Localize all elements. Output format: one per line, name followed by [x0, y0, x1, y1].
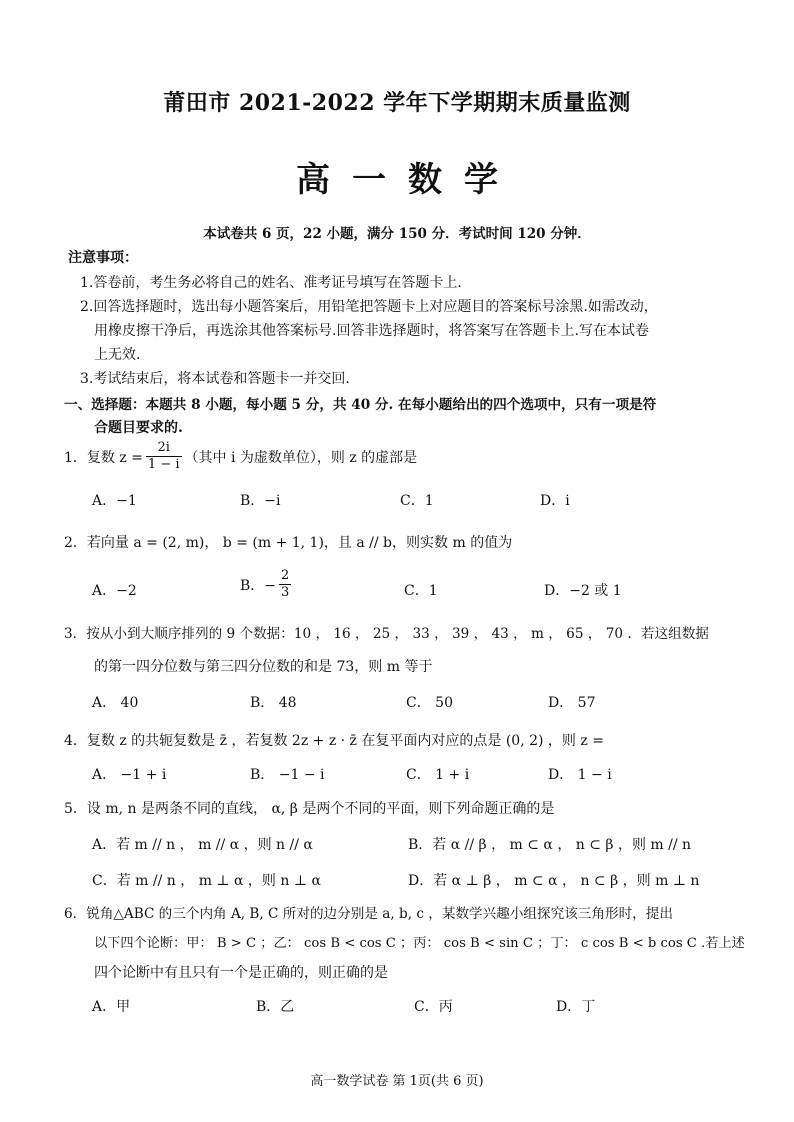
question-3-cont: 的第一四分位数与第三四分位数的和是 73，则 m 等于 [94, 659, 433, 675]
q5-option-c[interactable]: C．若 m // n ， m ⊥ α ，则 n ⊥ α [92, 873, 321, 889]
q5-option-a[interactable]: A．若 m // n ， m // α ，则 n // α [92, 837, 313, 853]
notice-item-2: 2.回答选择题时，选出每小题答案后，用铅笔把答题卡上对应题目的答案标号涂黑.如需改动， [80, 299, 658, 315]
notice-item-2-cont: 用橡皮擦干净后，再选涂其他答案标号.回答非选择题时，将答案写在答题卡上.写在本试卷 [94, 323, 649, 339]
exam-info: 本试卷共 6 页，22 小题，满分 150 分．考试时间 120 分钟． [203, 226, 591, 242]
q4-option-b[interactable]: B． −1 − i [250, 767, 325, 783]
question-5: 5．设 m, n 是两条不同的直线， α, β 是两个不同的平面，则下列命题正确的是 [64, 801, 555, 817]
q1-option-a[interactable]: A．−1 [92, 493, 137, 509]
q1-prefix: 1．复数 z = [64, 449, 143, 466]
q4-option-a[interactable]: A． −1 + i [92, 767, 167, 783]
question-1 [64, 440, 417, 473]
exam-title: 莆田市 2021-2022 学年下学期期末质量监测 [163, 90, 631, 116]
notice-title: 注意事项： [68, 250, 138, 266]
notice-item-2-end: 上无效. [94, 347, 141, 363]
q1-frac-num: 2i [146, 440, 182, 457]
q1-option-b[interactable]: B．−i [240, 493, 281, 509]
q3-option-c[interactable]: C． 50 [406, 695, 453, 711]
q6-option-d[interactable]: D．丁 [556, 999, 596, 1015]
section-heading: 一、选择题：本题共 8 小题，每小题 5 分，共 40 分. 在每小题给出的四个选项中，只有一项是符 [64, 397, 657, 413]
q2-option-c[interactable]: C．1 [404, 583, 438, 599]
section-heading-cont: 合题目要求的. [94, 420, 183, 436]
subject-title: 高一数学 [296, 160, 520, 200]
q1-frac-den: 1 − i [147, 457, 180, 472]
page-footer: 高一数学试卷 第 1页(共 6 页) [310, 1074, 484, 1089]
q1-option-d[interactable]: D．i [540, 493, 570, 509]
q6-option-b[interactable]: B．乙 [256, 999, 295, 1015]
q2-optb-fraction [279, 568, 291, 601]
q3-option-d[interactable]: D． 57 [548, 695, 596, 711]
question-6-line3: 四个论断中有且只有一个是正确的，则正确的是 [94, 965, 388, 981]
q5-option-b[interactable]: B．若 α // β ， m ⊂ α ， n ⊂ β ，则 m // n [408, 837, 692, 853]
q3-option-a[interactable]: A． 40 [92, 695, 139, 711]
question-2: 2．若向量 a = (2, m)， b = (m + 1, 1)，且 a // b，则实数 m 的值为 [64, 535, 513, 551]
q2-option-a[interactable]: A．−2 [92, 583, 137, 599]
q6-option-c[interactable]: C．丙 [414, 999, 453, 1015]
q3-option-b[interactable]: B． 48 [250, 695, 297, 711]
question-6: 6．锐角△ABC 的三个内角 A, B, C 所对的边分别是 a, b, c ，某数学兴趣小组探究该三角形时，提出 [64, 906, 673, 922]
question-3: 3．按从小到大顺序排列的 9 个数据：10 ， 16 ， 25 ， 33 ， 39 ， 43 ， m ， 65 ， 70 ．若这组数据 [64, 626, 709, 642]
q6-option-a[interactable]: A．甲 [92, 999, 131, 1015]
q2-option-b[interactable] [240, 568, 294, 601]
q5-option-d[interactable]: D．若 α ⊥ β ， m ⊂ α ， n ⊂ β ，则 m ⊥ n [408, 873, 700, 889]
q2-optb-den: 3 [281, 585, 290, 600]
q2-option-d[interactable]: D．−2 或 1 [544, 583, 622, 599]
notice-item-1: 1.答卷前，考生务必将自己的姓名、准考证号填写在答题卡上. [80, 275, 462, 291]
q1-option-c[interactable]: C．1 [400, 493, 434, 509]
q4-option-c[interactable]: C． 1 + i [406, 767, 470, 783]
q4-option-d[interactable]: D． 1 − i [548, 767, 612, 783]
q1-fraction [146, 440, 182, 473]
question-4: 4．复数 z 的共轭复数是 z̄ ，若复数 2z + z · z̄ 在复平面内对应的点是 (0, 2) ，则 z = [64, 733, 604, 749]
q2-optb-num: 2 [281, 568, 290, 583]
q2-optb-prefix: B．− [240, 577, 277, 594]
notice-item-3: 3.考试结束后，将本试卷和答题卡一并交回. [80, 371, 350, 387]
question-6-line2: 以下四个论断：甲： B > C ；乙： cos B < cos C ；丙： cos B < sin C ；丁： c cos B < b cos C .若上述 [94, 936, 745, 951]
q1-suffix: （其中 i 为虚数单位），则 z 的虚部是 [184, 449, 418, 466]
